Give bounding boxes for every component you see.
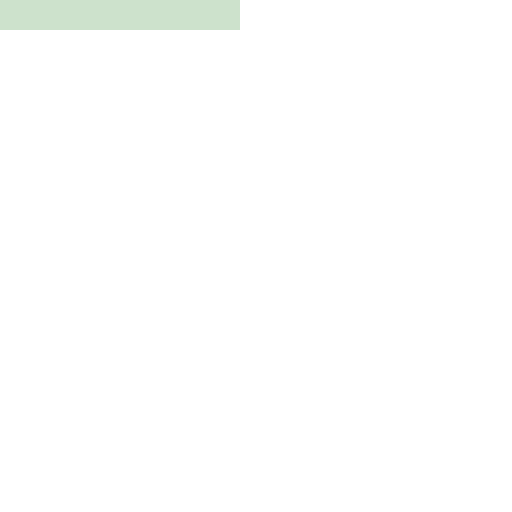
column-gutter [289,0,290,512]
photo-caption-bar [0,0,240,30]
